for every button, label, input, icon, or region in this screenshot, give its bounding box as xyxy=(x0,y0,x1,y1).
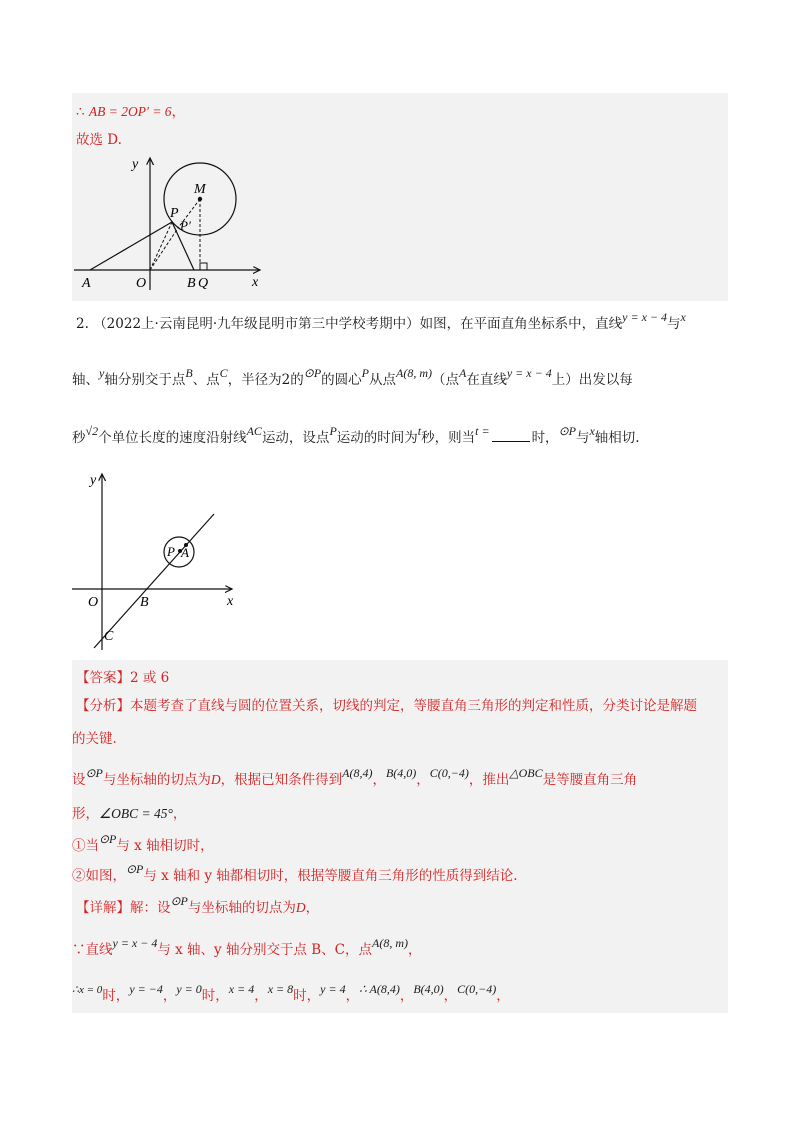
answer-tag: 【答案】 xyxy=(76,670,130,686)
var-p: P xyxy=(329,424,337,438)
analysis-line-4 xyxy=(72,802,186,822)
text: 从点 xyxy=(369,372,397,388)
label-a: A xyxy=(181,545,189,560)
equation-ab: AB = 2OP′ = 6 xyxy=(88,104,172,119)
label-b: B xyxy=(187,276,196,291)
var-c: C xyxy=(219,366,228,380)
text: 时， xyxy=(102,988,130,1004)
text: 与 x 轴相切时， xyxy=(116,838,214,854)
label-b: B xyxy=(140,595,149,610)
therefore-symbol: ∴ xyxy=(76,104,85,120)
var-y: y xyxy=(99,366,105,380)
conclusion-line xyxy=(76,100,185,120)
sqrt2: √2 xyxy=(85,424,99,438)
punct: ， xyxy=(416,772,430,788)
text: 秒，则当 xyxy=(421,430,476,446)
y-equals-0: y = 0 xyxy=(176,982,202,996)
text: ，半径为2的 xyxy=(227,372,304,388)
question-line-1 xyxy=(76,312,686,332)
punct: ， xyxy=(443,988,458,1004)
text: 与 xyxy=(667,316,681,332)
label-o: O xyxy=(136,276,147,291)
dashed-op2 xyxy=(150,228,178,270)
detail-line-2 xyxy=(72,938,422,958)
figure-line-circle xyxy=(72,468,252,654)
text: ①当 xyxy=(72,838,99,854)
var-x: x xyxy=(589,424,595,438)
eq-line: y = x − 4 xyxy=(112,936,158,950)
result-a: ∴ A(8,4) xyxy=(359,982,400,996)
text: 解：设 xyxy=(130,900,171,916)
question-source: （2022上·云南昆明·九年级昆明市第三中学校考期中） xyxy=(93,316,420,332)
segment-ap xyxy=(90,222,172,270)
y-equals-4: y = 4 xyxy=(320,982,346,996)
circle-p: ⊙P xyxy=(303,366,322,380)
text: 与坐标轴的切点为 xyxy=(102,772,211,788)
text: 轴分别交于点 xyxy=(104,372,186,388)
text: 轴相切. xyxy=(594,430,640,446)
dashed-op xyxy=(150,222,172,270)
detail-line-1 xyxy=(76,896,319,916)
text: 时， xyxy=(531,430,559,446)
label-y: y xyxy=(90,473,97,488)
var-t: t xyxy=(417,424,422,438)
point-b: B(4,0) xyxy=(385,766,417,780)
text: 设 xyxy=(72,772,86,788)
analysis-line-2: 的关键. xyxy=(72,731,117,747)
label-q: Q xyxy=(198,276,209,291)
figure-circle-m xyxy=(72,150,272,298)
text: 、点 xyxy=(192,372,220,388)
result-c: C(0,−4) xyxy=(457,982,497,996)
analysis-line-3 xyxy=(72,768,637,788)
right-angle-q xyxy=(200,263,207,270)
analysis-line-1 xyxy=(76,694,697,714)
question-line-3 xyxy=(72,426,640,446)
label-a: A xyxy=(82,276,91,291)
text: 时， xyxy=(293,988,321,1004)
question-number: 2. xyxy=(76,316,89,332)
x-equals-8: x = 8 xyxy=(267,982,294,996)
text: 的圆心 xyxy=(321,372,362,388)
point-a-8m: A(8, m) xyxy=(396,366,433,380)
triangle-obc: △OBC xyxy=(509,766,543,780)
text: 与 x 轴和 y 轴都相切时，根据等腰直角三角形的性质得到结论. xyxy=(143,868,518,884)
label-x: x xyxy=(252,275,259,290)
detail-line-3 xyxy=(72,984,510,1004)
answer-line xyxy=(76,666,169,686)
text: 形， xyxy=(72,806,99,822)
text: 个单位长度的速度沿射线 xyxy=(98,430,247,446)
eq-line: y = x − 4 xyxy=(506,366,552,380)
var-d: D xyxy=(295,900,306,915)
text: ，推出 xyxy=(468,772,510,788)
text: 运动，设点 xyxy=(261,430,330,446)
answer-value: 2 或 6 xyxy=(130,670,170,686)
text: ∵直线 xyxy=(72,942,113,958)
point-a-8m: A(8, m) xyxy=(372,936,409,950)
text: 轴、 xyxy=(72,372,99,388)
punct: ， xyxy=(399,988,414,1004)
label-x: x xyxy=(227,594,234,609)
result-b: B(4,0) xyxy=(413,982,444,996)
punct: ， xyxy=(162,988,177,1004)
label-c: C xyxy=(104,629,114,644)
text: 上）出发以每 xyxy=(551,372,633,388)
t-equals: t = xyxy=(475,424,490,438)
y-equals-m4: y = −4 xyxy=(129,982,163,996)
text: ， xyxy=(305,900,320,916)
x-equals-4: x = 4 xyxy=(228,982,255,996)
text: 运动的时间为 xyxy=(336,430,418,446)
text: ②如图， xyxy=(72,868,126,884)
text: 是等腰直角三角 xyxy=(542,772,638,788)
point-a: A(8,4) xyxy=(342,766,373,780)
circle-p: ⊙P xyxy=(99,832,117,846)
text: 与 xyxy=(575,430,590,446)
text: 如图，在平面直角坐标系中，直线 xyxy=(419,316,623,332)
var-p: P xyxy=(361,366,370,380)
circle-p: ⊙P xyxy=(85,766,103,780)
text: ， xyxy=(172,806,187,822)
label-y: y xyxy=(132,157,139,172)
punct: ， xyxy=(171,104,186,120)
question-line-2 xyxy=(72,368,633,388)
eq-line: y = x − 4 xyxy=(622,310,667,324)
case-2-line xyxy=(72,864,518,884)
punct: ， xyxy=(496,988,510,1004)
text: 在直线 xyxy=(466,372,507,388)
var-b: B xyxy=(185,366,193,380)
label-o: O xyxy=(88,595,99,610)
label-m: M xyxy=(194,182,206,197)
label-p: P xyxy=(170,206,179,221)
circle-p: ⊙P xyxy=(558,424,576,438)
var-a: A xyxy=(459,366,467,380)
punct: ， xyxy=(345,988,360,1004)
text: 秒 xyxy=(72,430,86,446)
text: 与 x 轴、y 轴分别交于点 B、C，点 xyxy=(157,942,373,958)
choice-line: 故选 D. xyxy=(76,132,122,148)
analysis-tag: 【分析】 xyxy=(76,698,130,714)
var-x: x xyxy=(680,310,686,324)
case-1-line xyxy=(72,834,214,854)
label-p-prime: P′ xyxy=(180,218,191,233)
angle-obc: ∠OBC = 45° xyxy=(99,806,173,821)
answer-blank[interactable] xyxy=(492,441,530,442)
analysis-text: 本题考查了直线与圆的位置关系，切线的判定，等腰直角三角形的判定和性质，分类讨论是解题 xyxy=(130,698,697,714)
var-d: D xyxy=(210,772,221,787)
circle-p: ⊙P xyxy=(170,894,188,908)
text: ，根据已知条件得到 xyxy=(220,772,343,788)
circle-p: ⊙P xyxy=(126,862,144,876)
text: （点 xyxy=(432,372,460,388)
text: 时， xyxy=(201,988,229,1004)
point-c: C(0,−4) xyxy=(429,766,469,780)
punct: ， xyxy=(254,988,268,1004)
text: ， xyxy=(408,942,422,958)
line-y-x-4 xyxy=(94,514,214,648)
x-equals-0: ∴x = 0 xyxy=(72,984,103,996)
label-p: P xyxy=(167,544,175,559)
ray-ac: AC xyxy=(246,424,262,438)
punct: ， xyxy=(372,772,386,788)
text: 与坐标轴的切点为 xyxy=(187,900,296,916)
detail-tag: 【详解】 xyxy=(76,900,130,916)
